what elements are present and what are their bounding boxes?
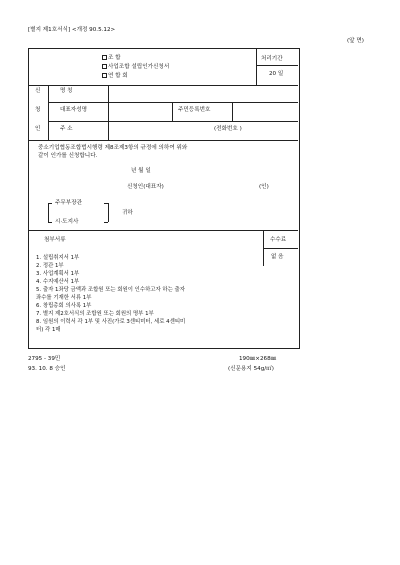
option-federation: 연 합 회	[102, 73, 128, 80]
address-field[interactable]	[109, 122, 209, 139]
attachments-top-line	[28, 230, 298, 231]
list-item: 8. 임원의 이력서 각 1부 및 사진(가로 3센티미터, 세로 4센티미	[36, 319, 186, 325]
name-label: 명 칭	[60, 88, 73, 94]
recipient-bracket-right	[108, 203, 109, 222]
applicant-side-char-3: 인	[35, 126, 41, 132]
recipient-bracket-top	[48, 203, 52, 204]
signer-label: 신청인(대표자)	[127, 184, 164, 190]
recipient-bracket-left	[48, 203, 49, 222]
list-item: 1. 설립취지서 1부	[36, 255, 80, 261]
checkbox-icon[interactable]	[102, 73, 107, 78]
statement-line-2: 같이 인가를 신청합니다.	[38, 153, 98, 159]
list-item: 좌수를 기재한 서류 1부	[36, 295, 92, 301]
attachments-title: 첨부서류	[44, 237, 66, 243]
processing-period-label: 처리기간	[261, 56, 283, 62]
applicant-side-divider	[48, 85, 49, 140]
option-union: 조 합	[102, 55, 121, 62]
option-business-union: 사업조합 설립인가신청서	[102, 64, 169, 71]
page-side-label: (앞 면)	[347, 38, 364, 44]
recipient-bracket-right-top	[104, 203, 108, 204]
rrn-label: 주민등록번호	[178, 107, 211, 113]
representative-label: 대표자성명	[60, 107, 88, 113]
recipient-bracket-bottom	[48, 222, 52, 223]
application-date: 년 월 일	[131, 168, 151, 174]
statement-line-1: 중소기업협동조합법시행령 제8조제3항의 규정에 의하여 위와	[38, 145, 188, 151]
approval-date: 93. 10. 8 승인	[28, 366, 66, 372]
address-label: 주 소	[60, 126, 73, 132]
recipient-honorific: 귀하	[122, 210, 133, 216]
form-code: 2795 - 39민	[28, 356, 61, 362]
applicant-side-char-1: 신	[35, 88, 41, 94]
name-field[interactable]	[109, 86, 297, 101]
list-item: 터) 각 1매	[36, 327, 61, 333]
recipient-bracket-right-bottom	[104, 222, 108, 223]
list-item: 2. 정관 1부	[36, 263, 64, 269]
rrn-divider	[172, 102, 173, 121]
list-item: 4. 수지예산서 1부	[36, 279, 80, 285]
recipient-minister: 주무부장관	[55, 200, 83, 206]
applicant-bottom-line	[28, 140, 298, 141]
phone-number-label: (전화번호 )	[214, 126, 242, 132]
list-item: 3. 사업계획서 1부	[36, 271, 80, 277]
rrn-field[interactable]	[233, 103, 297, 120]
period-row-line	[256, 65, 298, 66]
paper-size: 190㎜×268㎜	[239, 356, 277, 362]
checkbox-icon[interactable]	[102, 64, 107, 69]
list-item: 6. 창립총회 의사록 1부	[36, 303, 92, 309]
checkbox-icon[interactable]	[102, 55, 107, 60]
fee-row-line	[263, 248, 298, 249]
form-reference: [별지 제1호서식] <개정 90.5.12>	[28, 27, 116, 33]
fee-value: 없 음	[271, 254, 284, 260]
list-item: 5. 출자 1좌당 금액과 조합원 또는 회원이 인수하고자 하는 출자	[36, 287, 185, 293]
processing-period-value: 20 일	[269, 71, 284, 77]
period-divider	[256, 48, 257, 85]
seal-mark: (인)	[259, 184, 269, 190]
list-item: 7. 별지 제2호서식의 조합원 또는 회원의 명부 1부	[36, 311, 154, 317]
fee-label: 수수료	[270, 237, 287, 243]
recipient-governor: 시·도지사	[55, 219, 79, 225]
representative-field[interactable]	[109, 103, 171, 120]
applicant-side-char-2: 청	[35, 107, 41, 113]
paper-spec: (신문용지 54g/㎡)	[228, 366, 274, 372]
